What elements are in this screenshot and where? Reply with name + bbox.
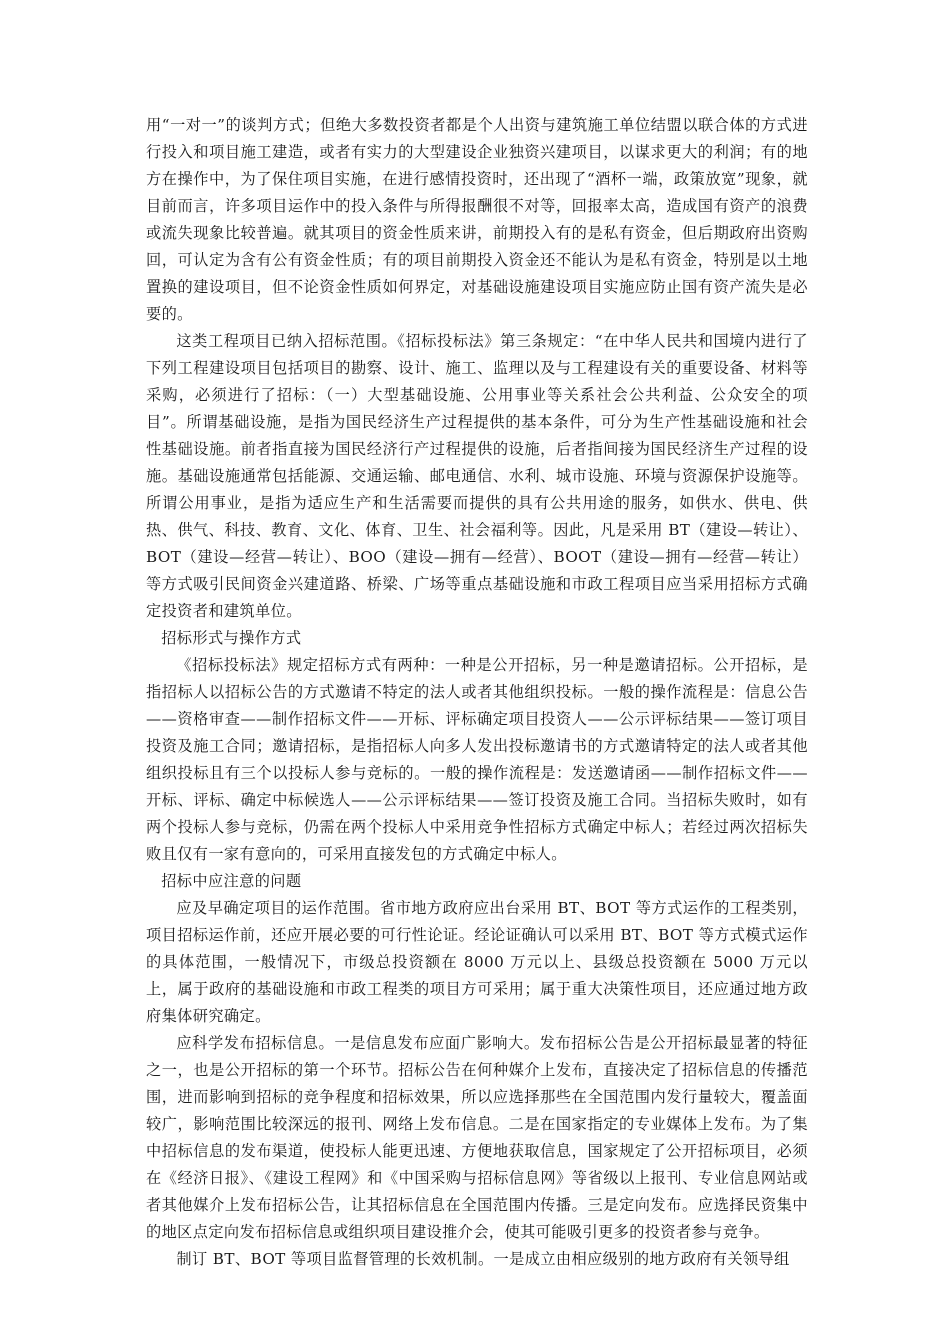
paragraph-project-scope: 应及早确定项目的运作范围。省市地方政府应出台采用 BT、BOT 等方式运作的工程类别，项目招标运作前，还应开展必要的可行性论证。经论证确认可以采用 BT、BOT 等方式模式运作的具体范围，一般情况下，市级总投资额在 8000 万元以上、县级总投资额在 5000 万元以上，属于政府的基础设施和市政工程类的项目方可采用；属于重大决策性项目，还应通过地方政府集体研究确定。	[146, 899, 808, 1025]
paragraph-bidding-scope: 这类工程项目已纳入招标范围。《招标投标法》第三条规定：“在中华人民共和国境内进行了下列工程建设项目包括项目的勘察、设计、施工、监理以及与工程建设有关的重要设备、材料等采购，必须进行了招标：（一）大型基础设施、公用事业等关系社会公共利益、公众安全的项目”。所谓基础设施，是指为国民经济生产过程提供的基本条件，可分为生产性基础设施和社会性基础设施。前者指直接为国民经济行产过程提供的设施，后者指间接为国民经济生产过程的设施。基础设施通常包括能源、交通运输、邮电通信、水利、城市设施、环境与资源保护设施等。所谓公用事业，是指为适应生产和生活需要而提供的具有公共用途的服务，如供水、供电、供热、供气、科技、教育、文化、体育、卫生、社会福利等。因此，凡是采用 BT（建设—转让）、BOT（建设—经营—转让）、BOO（建设—拥有—经营）、BOOT（建设—拥有—经营—转让）等方式吸引民间资金兴建道路、桥梁、广场等重点基础设施和市政工程项目应当采用招标方式确定投资者和建筑单位。	[146, 332, 808, 620]
document-page	[146, 112, 808, 1273]
paragraph-bidding-methods: 《招标投标法》规定招标方式有两种：一种是公开招标，另一种是邀请招标。公开招标，是指招标人以招标公告的方式邀请不特定的法人或者其他组织投标。一般的操作流程是：信息公告——资格审查——制作招标文件——开标、评标确定项目投资人——公示评标结果——签订项目投资及施工合同；邀请招标，是指招标人向多人发出投标邀请书的方式邀请特定的法人或者其他组织投标且有三个以投标人参与竞标的。一般的操作流程是：发送邀请函——制作招标文件——开标、评标、确定中标候选人——公示评标结果——签订投资及施工合同。当招标失败时，如有两个投标人参与竞标，仍需在两个投标人中采用竞争性招标方式确定中标人；若经过两次招标失败且仅有一家有意向的，可采用直接发包的方式确定中标人。	[146, 656, 808, 863]
paragraph-continuation: 用“一对一”的谈判方式；但绝大多数投资者都是个人出资与建筑施工单位结盟以联合体的方式进行投入和项目施工建造，或者有实力的大型建设企业独资兴建项目，以谋求更大的利润；有的地方在操作中，为了保住项目实施，在进行感情投资时，还出现了“酒杯一端，政策放宽”现象，就目前而言，许多项目运作中的投入条件与所得报酬很不对等，回报率太高，造成国有资产的浪费或流失现象比较普遍。就其项目的资金性质来讲，前期投入有的是私有资金，但后期政府出资购回，可认定为含有公有资金性质；有的项目前期投入资金还不能认为是私有资金，特别是以土地置换的建设项目，但不论资金性质如何界定，对基础设施建设项目实施应防止国有资产流失是必要的。	[146, 116, 808, 323]
paragraph-supervision: 制订 BT、BOT 等项目监督管理的长效机制。一是成立由相应级别的地方政府有关领导组	[176, 1250, 790, 1268]
section-heading-bidding-forms: 招标形式与操作方式	[161, 629, 302, 647]
paragraph-publish-info: 应科学发布招标信息。一是信息发布应面广影响大。发布招标公告是公开招标最显著的特征之一，也是公开招标的第一个环节。招标公告在何种媒介上发布，直接决定了招标信息的传播范围，进而影响到招标的竞争程度和招标效果，所以应选择那些在全国范围内发行量较大，覆盖面较广，影响范围比较深远的报刊、网络上发布信息。二是在国家指定的专业媒体上发布。为了集中招标信息的发布渠道，使投标人能更迅速、方便地获取信息，国家规定了公开招标项目，必须在《经济日报》、《建设工程网》和《中国采购与招标信息网》等省级以上报刊、专业信息网站或者其他媒介上发布招标公告，让其招标信息在全国范围内传播。三是定向发布。应选择民资集中的地区点定向发布招标信息或组织项目建设推介会，使其可能吸引更多的投资者参与竞争。	[146, 1034, 808, 1241]
section-heading-bidding-issues: 招标中应注意的问题	[161, 872, 302, 890]
